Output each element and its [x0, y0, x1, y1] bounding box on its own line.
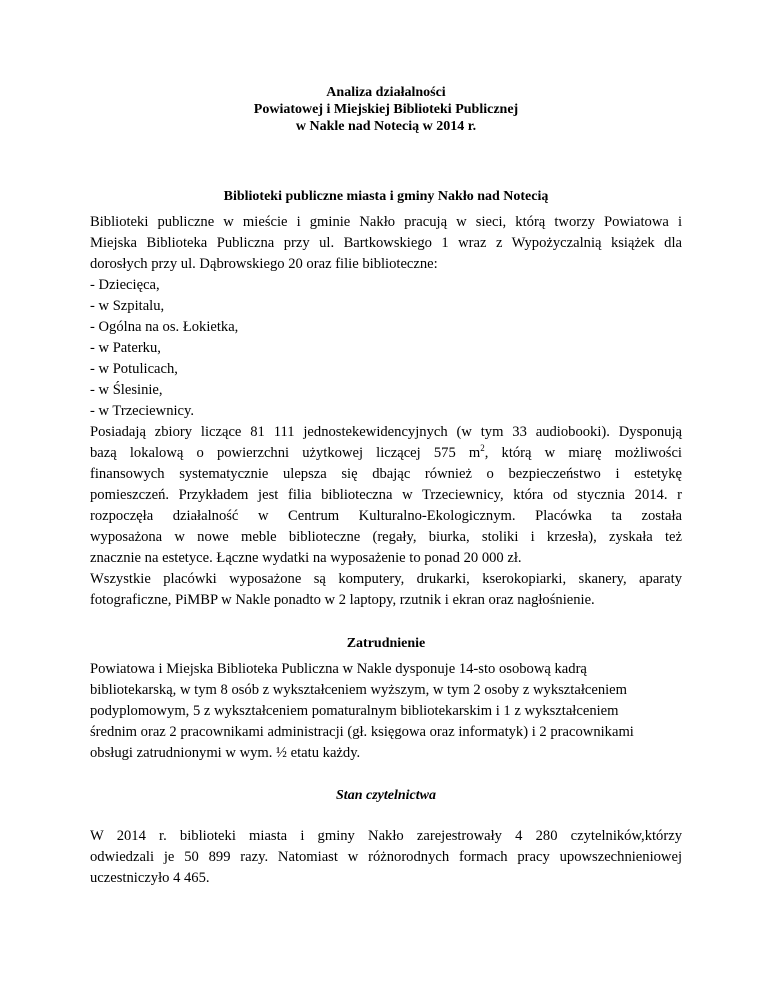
text-line: wyposażona w nowe meble biblioteczne (regały, biurka, stoliki i krzesła), zyskała też [90, 529, 682, 545]
branch-list-item: - w Paterku, [90, 340, 161, 356]
text-line: znacznie na estetyce. Łączne wydatki na wyposażenie to ponad 20 000 zł. [90, 550, 522, 566]
text-line: średnim oraz 2 pracownikami administracji (gł. księgowa oraz informatyk) i 2 pracownikami [90, 724, 634, 740]
text-line: fotograficzne, PiMBP w Nakle ponadto w 2 laptopy, rzutnik i ekran oraz nagłośnienie. [90, 592, 595, 608]
text-line: W 2014 r. biblioteki miasta i gminy Nakło zarejestrowały 4 280 czytelników,którzy [90, 828, 682, 844]
branch-list-item: - Dziecięca, [90, 277, 160, 293]
text-fragment: bazą lokalową o powierzchni użytkowej liczącej 575 m [90, 445, 481, 461]
libraries-paragraph [90, 212, 682, 611]
branch-list-item: - w Trzeciewnicy. [90, 403, 195, 419]
text-line: Biblioteki publiczne w mieście i gminie Nakło pracują w sieci, którą tworzy Powiatowa i [90, 214, 682, 230]
section-heading-employment: Zatrudnienie [346, 636, 426, 651]
text-line: Posiadają zbiory liczące 81 111 jednostekewidencyjnych (w tym 33 audiobooki). Dysponują [90, 424, 682, 440]
title-line: w Nakle nad Notecią w 2014 r. [295, 119, 477, 134]
title-line: Analiza działalności [326, 85, 446, 100]
text-line: Miejska Biblioteka Publiczna przy ul. Bartkowskiego 1 wraz z Wypożyczalnią książek dla [90, 235, 682, 251]
branch-list-item: - w Potulicach, [90, 361, 178, 377]
title-line: Powiatowej i Miejskiej Biblioteki Publicznej [253, 102, 519, 117]
readership-paragraph [90, 826, 682, 889]
text-line: Wszystkie placówki wyposażone są komputery, drukarki, kserokopiarki, skanery, aparaty [90, 571, 682, 587]
document-page [90, 84, 682, 889]
superscript: 2 [480, 443, 485, 453]
text-line: uczestniczyło 4 465. [90, 870, 210, 886]
text-line: finansowych systematycznie ulepsza się dbając również o bezpieczeństwo i estetykę [90, 466, 682, 482]
text-line: podyplomowym, 5 z wykształceniem pomaturalnym bibliotekarskim i 1 z wykształceniem [90, 703, 619, 719]
text-fragment: , którą w miarę możliwości [484, 445, 682, 461]
text-line: odwiedzali je 50 899 razy. Natomiast w różnorodnych formach pracy upowszechnieniowej [90, 849, 682, 865]
text-line [90, 443, 682, 464]
text-line: obsługi zatrudnionymi w wym. ½ etatu każdy. [90, 745, 361, 761]
section-heading-readership: Stan czytelnictwa [336, 788, 436, 803]
branch-list-item: - w Szpitalu, [90, 298, 165, 314]
text-line: bibliotekarską, w tym 8 osób z wykształceniem wyższym, w tym 2 osoby z wykształceniem [90, 682, 628, 698]
section-heading-libraries: Biblioteki publiczne miasta i gminy Nakło nad Notecią [223, 189, 549, 204]
text-line: dorosłych przy ul. Dąbrowskiego 20 oraz filie biblioteczne: [90, 256, 438, 272]
text-line: pomieszczeń. Przykładem jest filia biblioteczna w Trzeciewnicy, która od stycznia 2014. r [90, 487, 682, 503]
text-line: Powiatowa i Miejska Biblioteka Publiczna w Nakle dysponuje 14-sto osobową kadrą [90, 661, 587, 677]
branch-list-item: - w Ślesinie, [90, 382, 163, 398]
branch-list-item: - Ogólna na os. Łokietka, [90, 319, 239, 335]
employment-paragraph [90, 659, 682, 764]
document-title [90, 84, 682, 135]
text-line: rozpoczęła działalność w Centrum Kulturalno-Ekologicznym. Placówka ta została [90, 508, 682, 524]
